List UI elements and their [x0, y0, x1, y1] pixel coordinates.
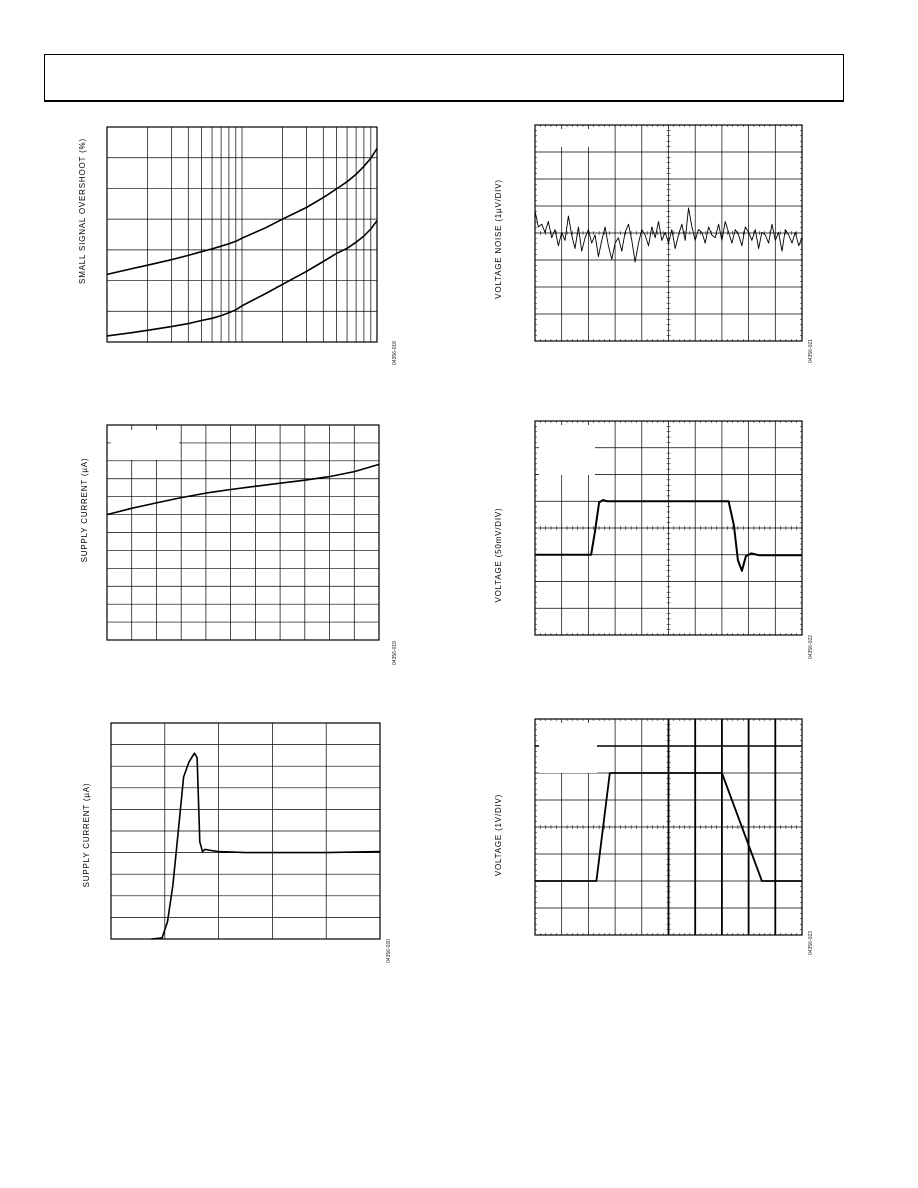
- legend-blank: [111, 430, 179, 460]
- data-line-1: [151, 753, 380, 939]
- y-axis-label: SUPPLY CURRENT (µA): [82, 782, 91, 888]
- legend-blank: [539, 723, 597, 773]
- y-axis-label: SUPPLY CURRENT (µA): [80, 457, 89, 563]
- page-header-box: [44, 54, 844, 102]
- figure-id: 04356-019: [392, 641, 398, 665]
- figure-id: 04356-020: [386, 939, 392, 963]
- y-axis-label: VOLTAGE NOISE (1µV/DIV): [494, 179, 503, 299]
- legend-blank: [539, 425, 595, 475]
- y-axis-label: VOLTAGE (1V/DIV): [494, 793, 503, 877]
- legend-blank: [539, 129, 589, 147]
- chart-voltage-50mv: [535, 421, 802, 635]
- figure-id: 04356-021: [808, 339, 814, 363]
- chart-supply-current-1: [107, 425, 379, 640]
- y-axis-label: SMALL SIGNAL OVERSHOOT (%): [78, 138, 87, 284]
- chart-supply-current-2: [111, 723, 380, 939]
- chart-voltage-noise: [535, 125, 802, 341]
- data-line-1: [107, 464, 379, 514]
- chart-voltage-1v: [535, 719, 802, 935]
- chart-overshoot: [107, 127, 377, 342]
- figure-id: 04356-023: [808, 931, 814, 955]
- figure-id: 04356-022: [808, 635, 814, 659]
- y-axis-label: VOLTAGE (50mV/DIV): [494, 507, 503, 603]
- figure-id: 04356-018: [392, 341, 398, 365]
